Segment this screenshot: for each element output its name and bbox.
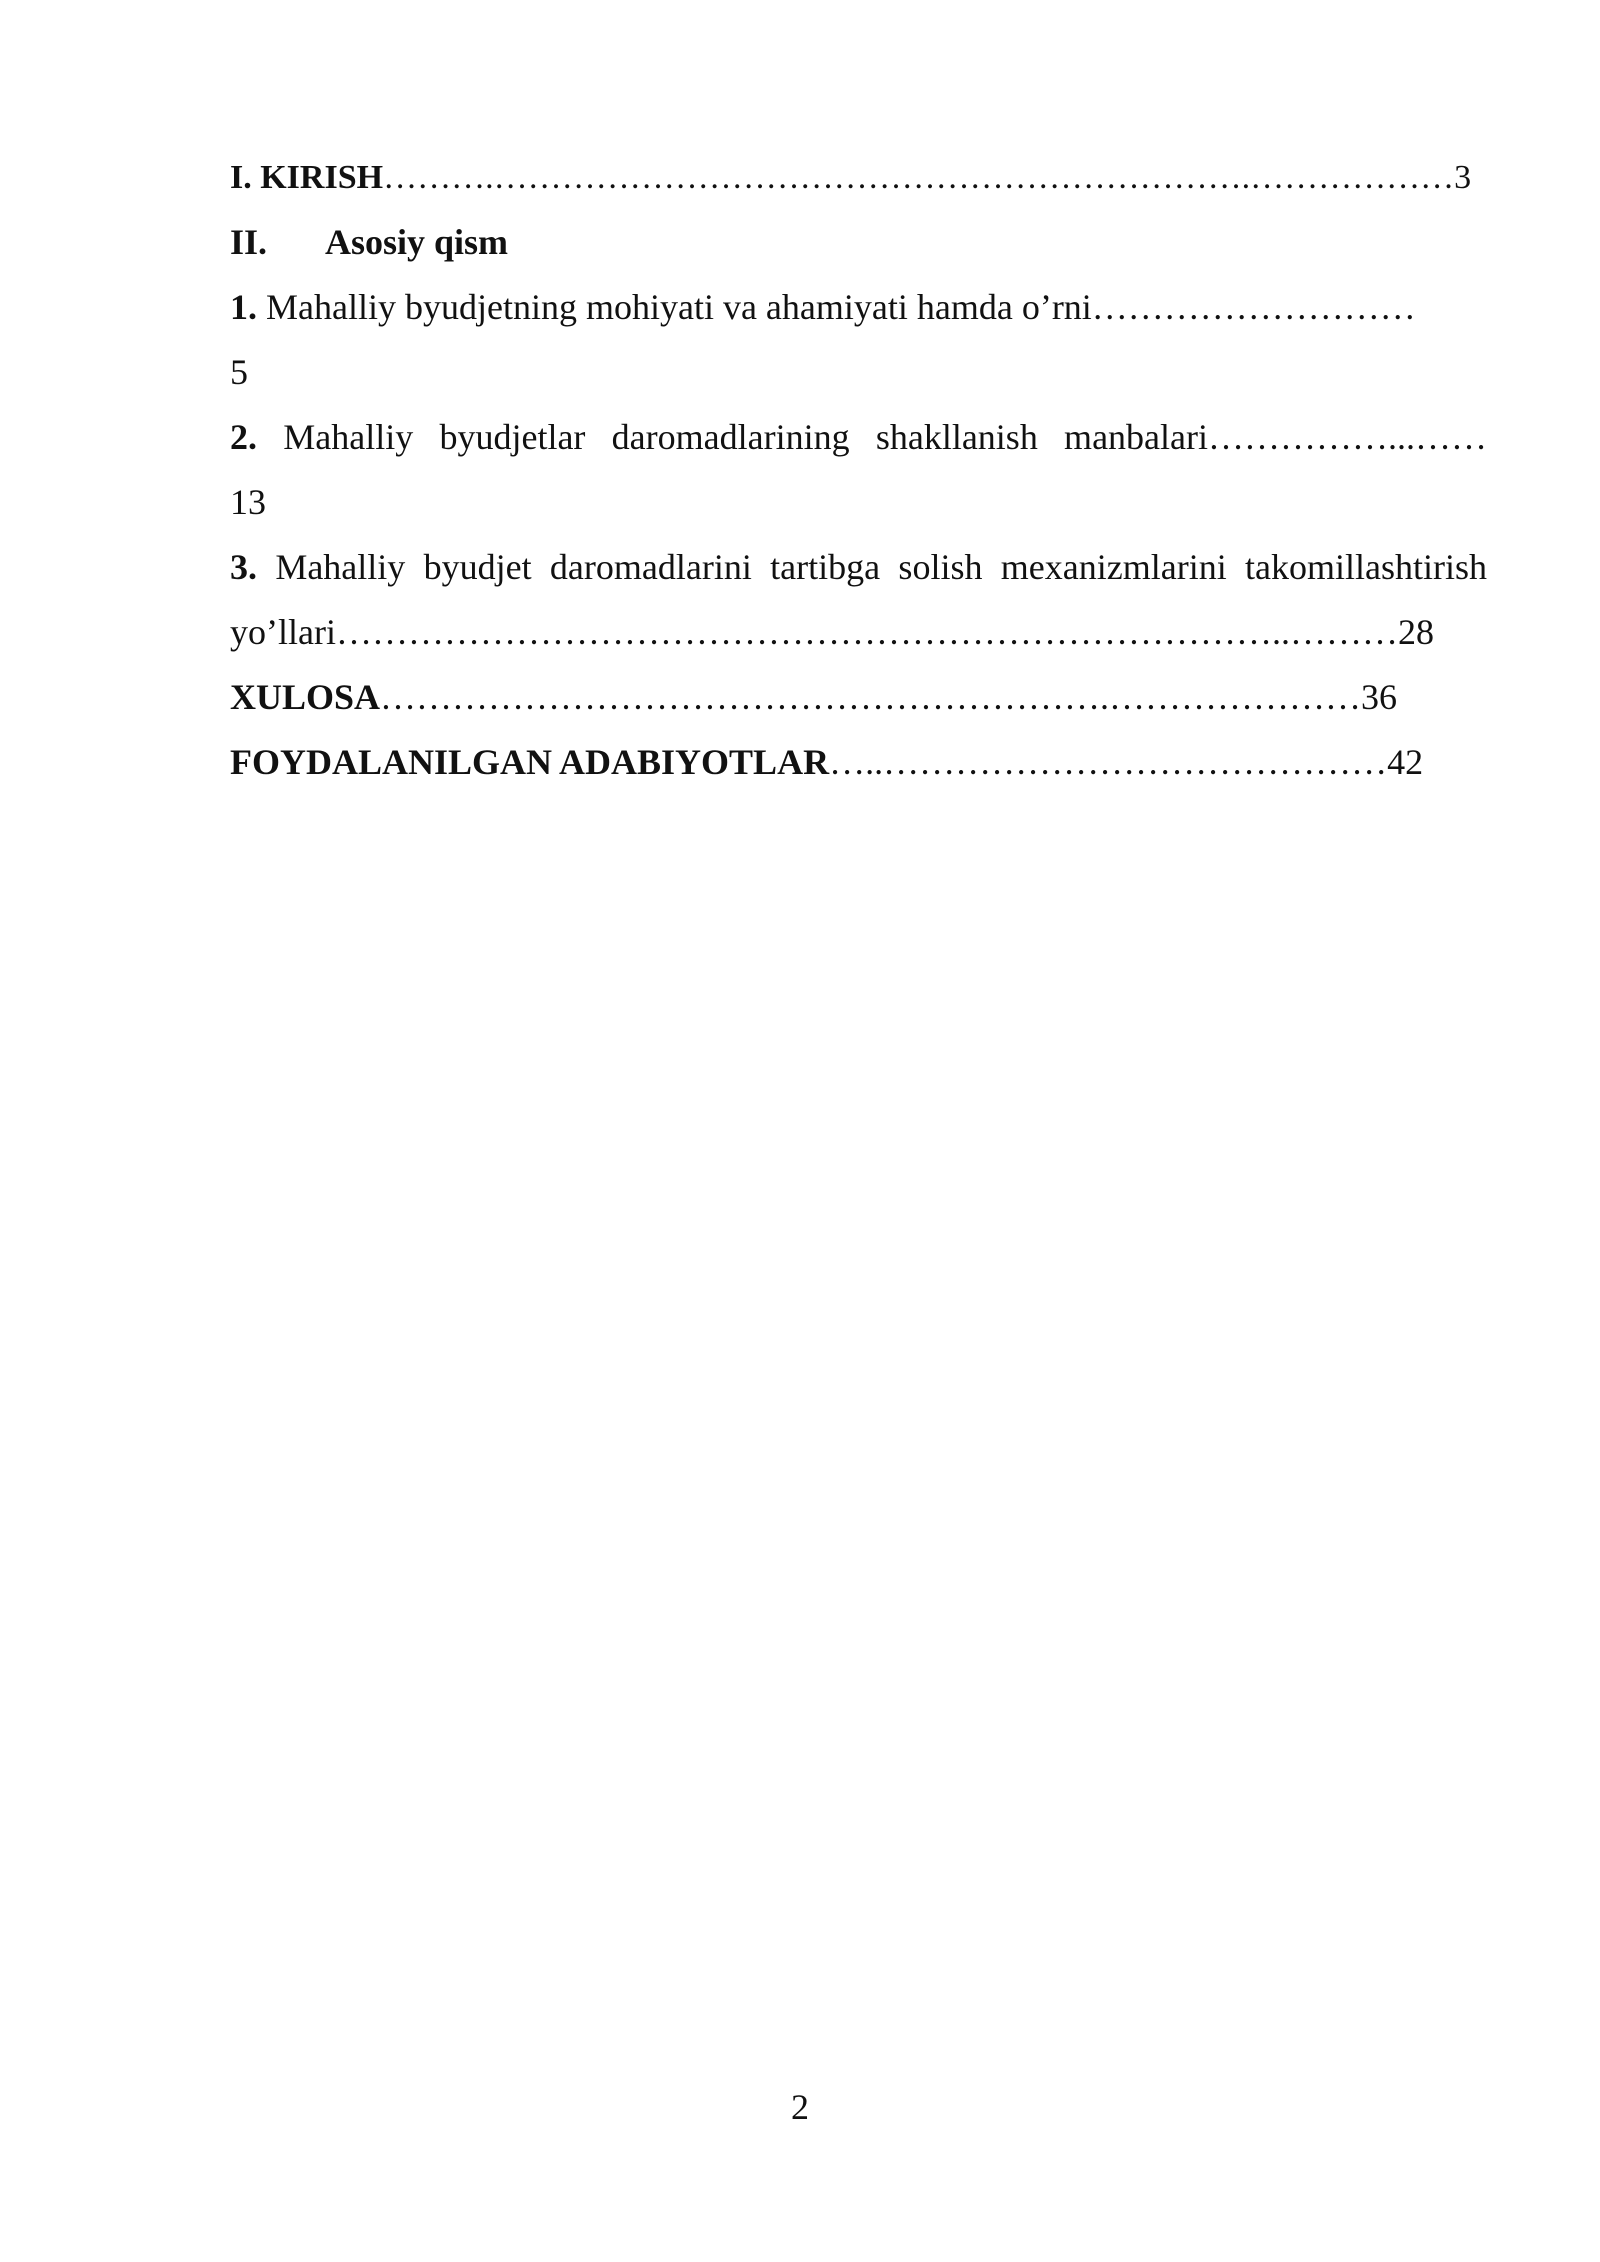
toc-kirish-page: 3 [1454,159,1472,196]
toc-item2-number: 2. [230,417,257,457]
toc-entry-2-page-line [230,470,1487,535]
toc-entry-adabiyotlar[interactable] [230,730,1487,795]
toc-xulosa-label: XULOSA [230,677,381,717]
toc-entry-1-page-line [230,340,1487,405]
toc-item1-number: 1. [230,287,257,327]
toc-entry-3-continuation [230,600,1487,665]
toc-item3-number: 3. [230,547,257,587]
toc-item1-text: Mahalliy byudjetning mohiyati va ahamiyati hamda o’rni……………………… [257,287,1416,327]
toc-adabiyotlar-page: 42 [1387,742,1424,782]
toc-adabiyotlar-label: FOYDALANILGAN ADABIYOTLAR [230,742,830,782]
toc-item3-text-line1: Mahalliy byudjet daromadlarini tartibga solish mexanizmlarini takomillashtirish [257,547,1487,587]
toc-entry-1[interactable] [230,275,1487,340]
toc-kirish-label: I. KIRISH [230,159,384,196]
toc-entry-3[interactable] [230,535,1487,600]
table-of-contents [230,145,1487,795]
toc-item2-text: Mahalliy byudjetlar daromadlarining shakllanish manbalari……………...…… [257,417,1487,457]
toc-item1-page: 5 [230,352,248,392]
toc-entry-2[interactable] [230,405,1487,470]
page-number: 2 [791,2087,809,2127]
toc-item3-text-line2: yo’llari……………………………………………………………………..……… [230,612,1398,652]
toc-asosiy-label: Asosiy qism [325,222,509,262]
toc-entry-xulosa[interactable] [230,665,1487,730]
toc-item3-page: 28 [1397,612,1434,652]
toc-xulosa-leader: …………………………………………………….………………… [380,677,1362,717]
toc-kirish-leader: ……….………………………………………………………….……………… [383,159,1455,196]
toc-entry-kirish[interactable] [230,145,1487,210]
toc-asosiy-number: II. [230,222,268,262]
toc-item2-page: 13 [230,482,266,522]
toc-adabiyotlar-leader: …..…………………………………… [829,742,1388,782]
toc-xulosa-page: 36 [1361,677,1398,717]
toc-entry-asosiy-qism[interactable] [230,210,1487,275]
